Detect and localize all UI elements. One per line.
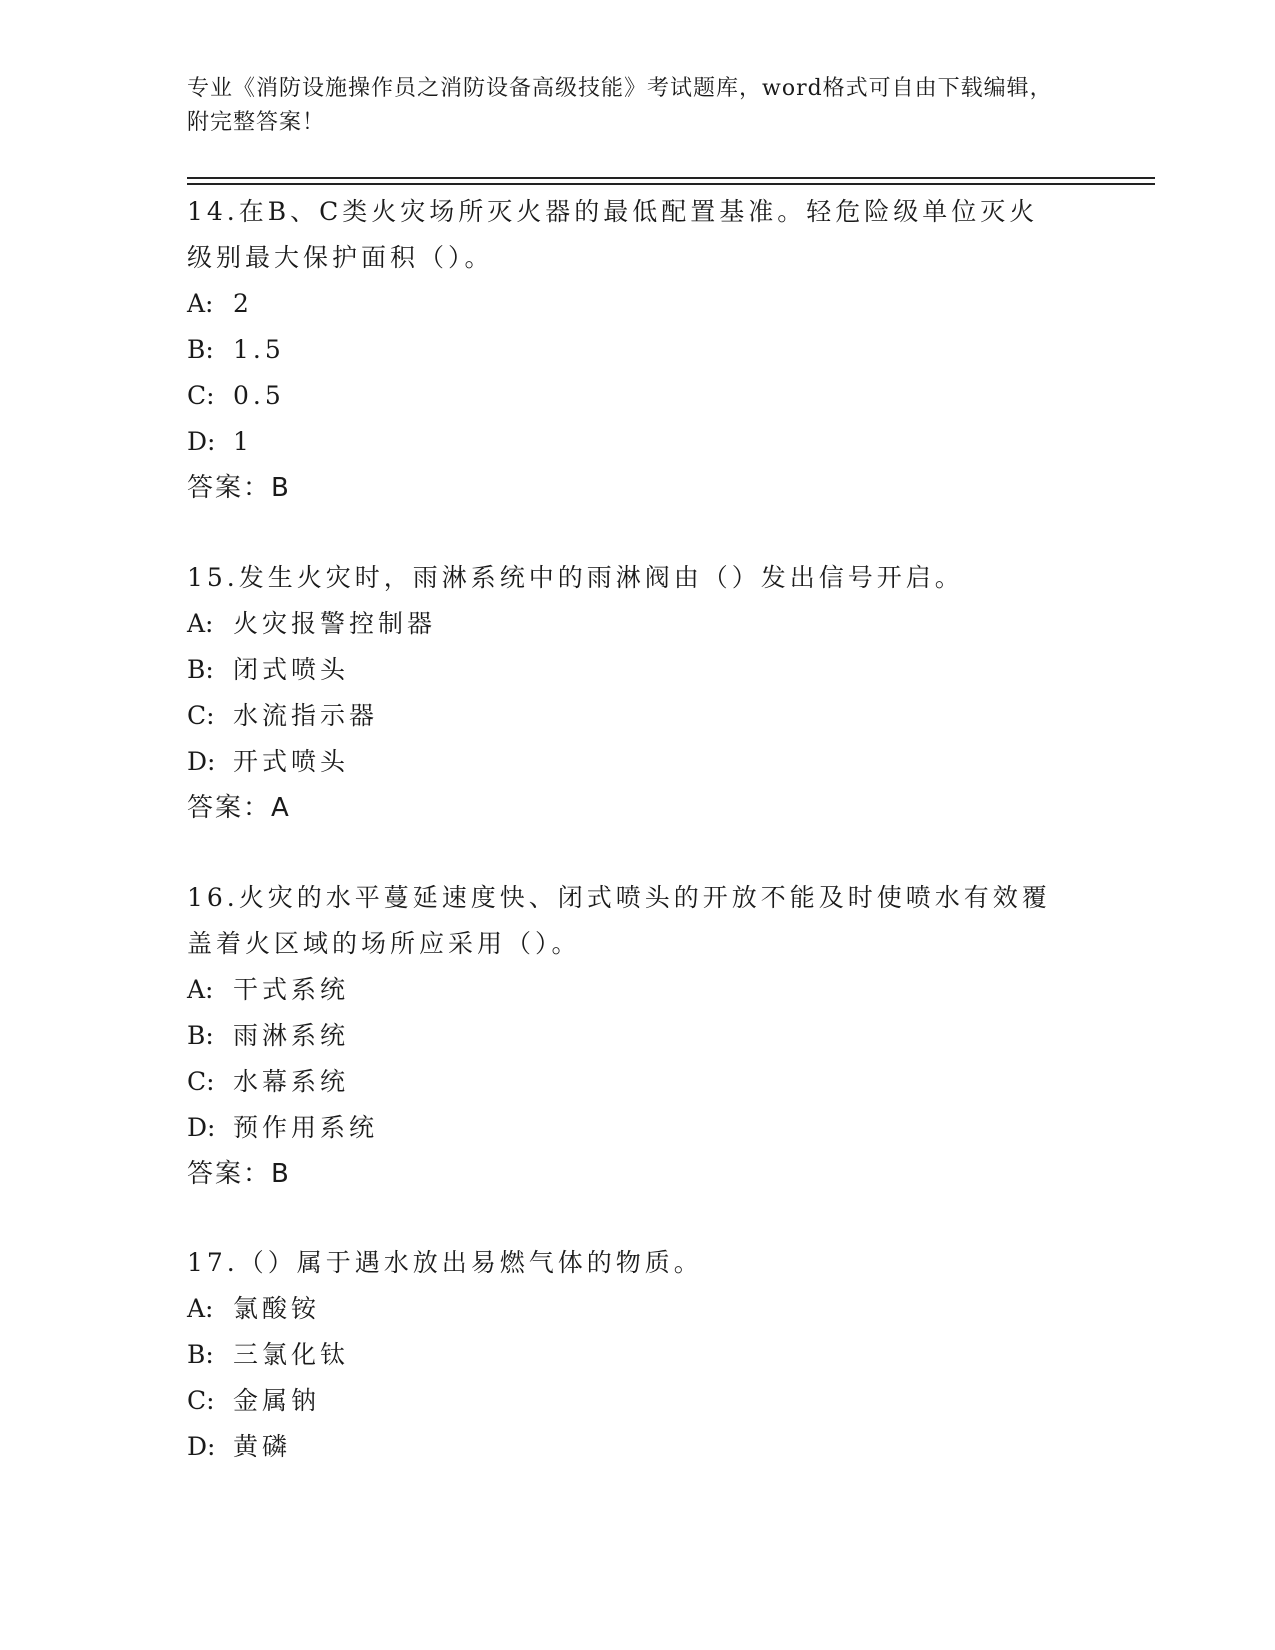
option-key: A: <box>187 289 214 318</box>
answer-line: 答案：B <box>187 473 291 503</box>
option-value: 0.5 <box>233 381 285 410</box>
option-value: 干式系统 <box>233 975 350 1004</box>
question-16 <box>187 875 1067 1197</box>
option-key: A: <box>187 1294 214 1323</box>
answer-line: 答案：B <box>187 1159 291 1189</box>
option-value: 黄磷 <box>233 1432 292 1461</box>
option-value: 金属钠 <box>233 1386 321 1415</box>
option-a <box>187 281 1067 327</box>
document-header: 专业《消防设施操作员之消防设备高级技能》考试题库，word格式可自由下载编辑，附完整答案！ <box>187 76 1053 135</box>
option-value: 雨淋系统 <box>233 1021 350 1050</box>
question-text: 15.发生火灾时，雨淋系统中的雨淋阀由（）发出信号开启。 <box>187 563 964 592</box>
option-d <box>187 1424 1067 1470</box>
option-key: D: <box>187 1113 216 1142</box>
option-value: 1.5 <box>233 335 285 364</box>
option-value: 闭式喷头 <box>233 655 350 684</box>
option-d <box>187 739 1067 785</box>
option-c <box>187 1059 1067 1105</box>
option-key: B: <box>187 335 214 364</box>
option-key: C: <box>187 1386 215 1415</box>
question-15 <box>187 555 1067 831</box>
option-key: C: <box>187 701 215 730</box>
question-14 <box>187 189 1067 511</box>
option-value: 预作用系统 <box>233 1113 379 1142</box>
option-key: D: <box>187 1432 216 1461</box>
option-value: 氯酸铵 <box>233 1294 321 1323</box>
option-value: 火灾报警控制器 <box>233 609 437 638</box>
option-key: C: <box>187 1067 215 1096</box>
option-b <box>187 1013 1067 1059</box>
header-divider-bottom <box>187 183 1155 185</box>
option-key: A: <box>187 975 214 1004</box>
option-key: A: <box>187 609 214 638</box>
option-c <box>187 693 1067 739</box>
option-key: D: <box>187 427 216 456</box>
option-key: B: <box>187 1021 214 1050</box>
option-key: B: <box>187 655 214 684</box>
option-key: C: <box>187 381 215 410</box>
question-text: 16.火灾的水平蔓延速度快、闭式喷头的开放不能及时使喷水有效覆盖着火区域的场所应采用（）。 <box>187 883 1051 958</box>
option-key: B: <box>187 1340 214 1369</box>
option-value: 1 <box>233 427 253 456</box>
question-text: 14.在B、C类火灾场所灭火器的最低配置基准。轻危险级单位灭火级别最大保护面积（）。 <box>187 197 1039 272</box>
option-d <box>187 1105 1067 1151</box>
option-b <box>187 1332 1067 1378</box>
option-c <box>187 1378 1067 1424</box>
option-a <box>187 967 1067 1013</box>
option-a <box>187 601 1067 647</box>
option-d <box>187 419 1067 465</box>
header-divider-top <box>187 177 1155 179</box>
option-value: 2 <box>233 289 253 318</box>
option-value: 开式喷头 <box>233 747 350 776</box>
option-a <box>187 1286 1067 1332</box>
option-b <box>187 647 1067 693</box>
option-value: 水幕系统 <box>233 1067 350 1096</box>
option-value: 水流指示器 <box>233 701 379 730</box>
question-text: 17.（）属于遇水放出易燃气体的物质。 <box>187 1248 703 1277</box>
option-c <box>187 373 1067 419</box>
option-value: 三氯化钛 <box>233 1340 350 1369</box>
question-17 <box>187 1240 1067 1470</box>
option-b <box>187 327 1067 373</box>
option-key: D: <box>187 747 216 776</box>
answer-line: 答案：A <box>187 793 291 823</box>
